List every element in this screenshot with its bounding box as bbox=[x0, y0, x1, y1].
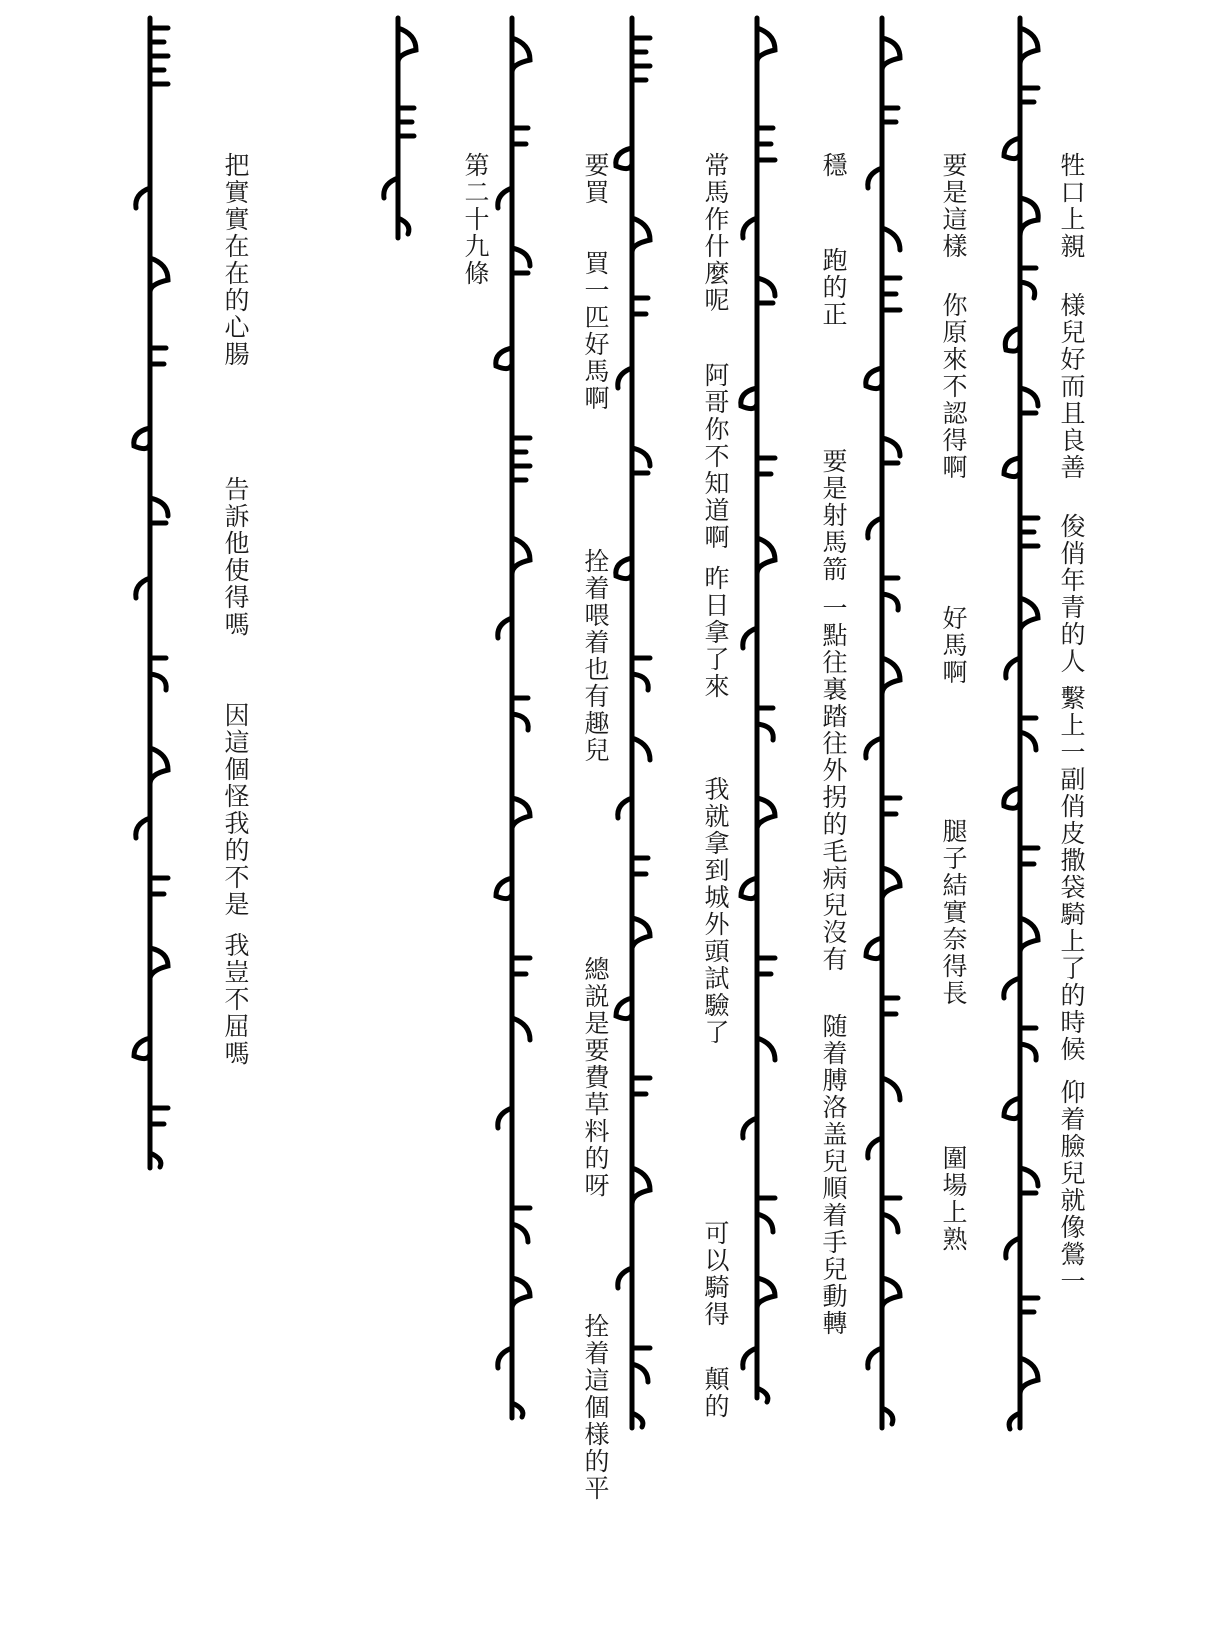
gloss-segment: 好馬啊 bbox=[939, 605, 968, 686]
gloss-segment: 把實實在在的心腸 bbox=[221, 152, 250, 368]
gloss-line-5 bbox=[558, 28, 633, 1502]
gloss-segment: 穩 bbox=[819, 152, 848, 179]
gloss-segment: 随着膊洛盖兒順着手兒動轉 bbox=[819, 1013, 848, 1337]
gloss-segment: 拴着這個様的平 bbox=[581, 1313, 610, 1502]
gloss-segment: 因這個怪我的不是 bbox=[221, 702, 250, 918]
gloss-segment: 你原來不認得啊 bbox=[939, 292, 968, 481]
gloss-line-2 bbox=[916, 28, 991, 1253]
gloss-segment: 一點往裏踏往外拐的毛病兒沒有 bbox=[819, 595, 848, 973]
gloss-segment: 拴着喂着也有趣兒 bbox=[581, 548, 610, 764]
gloss-segment: 買一匹好馬啊 bbox=[581, 250, 610, 412]
gloss-segment: 繫上一副俏皮撒袋騎上了的時候 bbox=[1057, 685, 1086, 1063]
chapter-heading: 第二十九條 bbox=[461, 152, 490, 287]
gloss-segment: 常馬作什麼呢 bbox=[701, 152, 730, 314]
gloss-segment: 牲口上親 bbox=[1057, 152, 1086, 260]
gloss-segment: 我就拿到城外頭試驗了 bbox=[701, 776, 730, 1046]
gloss-line-3 bbox=[796, 28, 871, 1337]
gloss-segment: 告訴他使得嗎 bbox=[221, 476, 250, 638]
gloss-line-6 bbox=[438, 28, 513, 287]
gloss-segment: 顛的 bbox=[701, 1366, 730, 1420]
gloss-segment: 總説是要費草料的呀 bbox=[581, 956, 610, 1199]
gloss-segment: 要買 bbox=[581, 152, 610, 206]
mongolian-script-column-6 bbox=[378, 18, 426, 1518]
gloss-line-4 bbox=[678, 28, 753, 1420]
gloss-segment: 仰着臉兒就像鶯一 bbox=[1057, 1079, 1086, 1295]
gloss-segment: 腿子結實奈得長 bbox=[939, 818, 968, 1007]
gloss-segment: 俊俏年青的人 bbox=[1057, 513, 1086, 675]
gloss-segment: 我豈不屈嗎 bbox=[221, 932, 250, 1067]
gloss-segment: 様兒好而且良善 bbox=[1057, 292, 1086, 481]
gloss-segment: 跑的正 bbox=[819, 247, 848, 328]
gloss-segment: 要是這樣 bbox=[939, 152, 968, 260]
gloss-segment: 圍場上熟 bbox=[939, 1145, 968, 1253]
gloss-line-1 bbox=[1034, 28, 1109, 1295]
gloss-segment: 可以騎得 bbox=[701, 1220, 730, 1328]
gloss-segment: 昨日拿了來 bbox=[701, 565, 730, 700]
gloss-line-7 bbox=[198, 28, 273, 1067]
gloss-segment: 要是射馬箭 bbox=[819, 448, 848, 583]
gloss-segment: 阿哥你不知道啊 bbox=[701, 362, 730, 551]
mongolian-script-column-7 bbox=[130, 18, 178, 1518]
